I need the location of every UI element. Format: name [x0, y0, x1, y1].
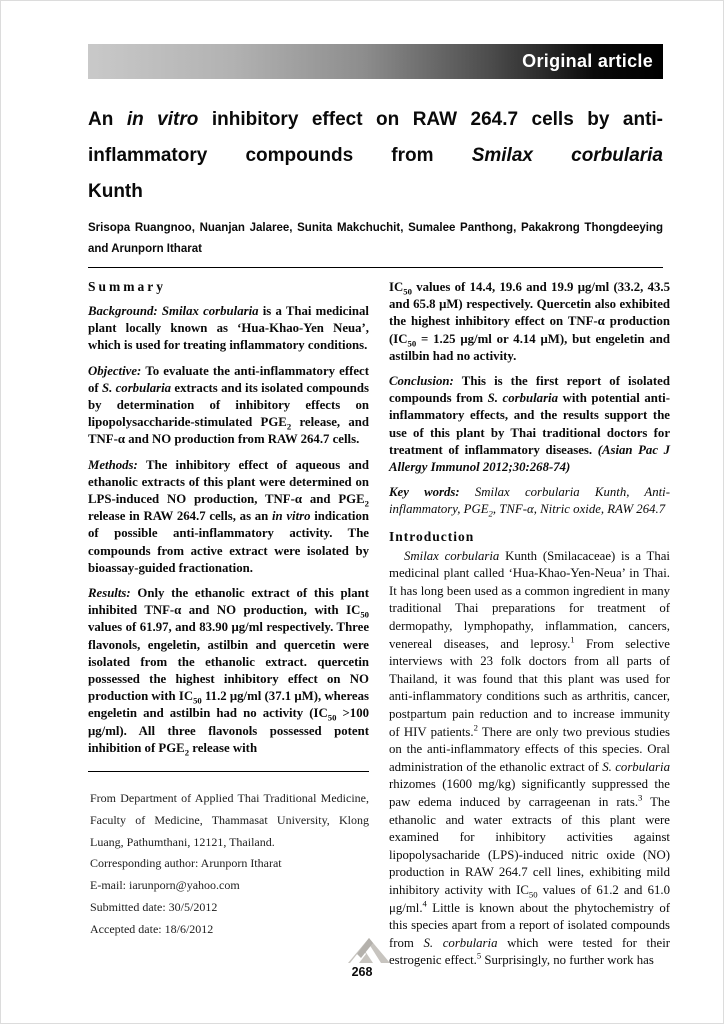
- author-list: [88, 218, 663, 260]
- title-line: inflammatory compounds from Smilax corbularia: [88, 145, 663, 166]
- corresponding-author-line: Corresponding author: Arunporn Itharat: [90, 856, 282, 871]
- left-column: [88, 279, 369, 970]
- author-line: and Arunporn Itharat: [88, 243, 202, 255]
- title-line: Kunth: [88, 181, 143, 202]
- keywords: Key words: Smilax corbularia Kunth, Anti-inflammatory, $PGE_2$, TNF-α, Nitric oxide, RAW 264.7: [389, 485, 670, 519]
- introduction-paragraph: Smilax corbularia Kunth (Smilacaceae) is a Thai medicinal plant called ‘Hua-Khao-Yen-Neua’ in Thai. It has long been used as a common ingredient in many traditional Thai preparations for treatment of dermopathy, lymphopathy, inflammation, cancers, venereal diseases, and leprosy.$^1$ From selective interviews with 23 folk doctors from all parts of Thailand, it was found that this plant was used for anti-inflammatory conditions such as arthritis, cancer, postpartum pain reduction and to increase immunity of HIV patients.$^2$ There are only two previous studies on the anti-inflammatory effects of this species. Oral administration of the ethanolic extract of S. corbularia rhizomes (1600 mg/kg) significantly suppressed the paw edema induced by carrageenan in rats.$^3$ The ethanolic and water extracts of this plant were examined for inhibitory activities against lipopolysacharide (LPS)-induced nitric oxide (NO) production in RAW 264.7 cell lines, exhibiting mild inhibitory activity with $IC_{50}$ values of 61.2 and 61.0 μg/ml.$^4$ Little is known about the phytochemistry of this species apart from a report of isolated compounds from S. corbularia which were tested for their estrogenic effect.$^5$ Surprisingly, no further work has: [389, 548, 671, 968]
- footnote-block: [88, 771, 369, 941]
- right-column: [389, 279, 670, 970]
- journal-triangle-logo-icon: [348, 938, 390, 963]
- abstract-objective: Objective: To evaluate the anti-inflammatory effect of S. corbularia extracts and its isolated compounds by determination of inhibitory effects on lipopolysaccharide-stimulated $PGE_2$ release, and TNF-α and NO production from RAW 264.7 cells.: [88, 363, 370, 447]
- affiliation-text: From Department of Applied Thai Traditional Medicine, Faculty of Medicine, Thammasat University, Klong Luang, Pathumthani, 12121, Thailand.: [90, 791, 369, 849]
- abstract-background: Background: Smilax corbularia is a Thai medicinal plant locally known as ‘Hua-Khao-Yen Neua’, which is used for treating inflammatory conditions.: [88, 304, 369, 353]
- abstract-results-continued: $IC_{50}$ values of 14.4, 19.6 and 19.9 μg/ml (33.2, 43.5 and 65.8 μM) respectively. Quercetin also exhibited the highest inhibitory effect on TNF-α production ($IC_{50} = 1.25$ μg/ml or 4.14 μM), but engeletin and astilbin had no activity.: [389, 280, 670, 363]
- email-line: E-mail: iarunporn@yahoo.com: [90, 878, 240, 893]
- abstract-results: Results: Only the ethanolic extract of this plant inhibited TNF-α and NO production, with $IC_{50}$ values of 61.97, and 83.90 μg/ml respectively. Three flavonols, engeletin, astilbin and quercetin were isolated from the ethanolic extract. quercetin possessed the highest inhibitory effect on NO production with $IC_{50}$ 11.2 μg/ml (37.1 μM), whereas engeletin and astilbin had no activity ($IC_{50} >100$ μg/ml). All three flavonols possessed potent inhibition of $PGE_2$ release with: [88, 586, 369, 758]
- introduction-heading: Introduction: [389, 528, 475, 544]
- author-line: Srisopa Ruangnoo, Nuanjan Jalaree, Sunita Makchuchit, Sumalee Panthong, Pakakrong Thongdeeying: [88, 222, 663, 234]
- header-divider: [88, 267, 663, 268]
- article-title: [88, 102, 663, 210]
- submitted-date-line: Submitted date: 30/5/2012: [90, 900, 218, 915]
- summary-heading: Summary: [88, 279, 166, 294]
- title-line: An in vitro inhibitory effect on RAW 264.7 cells by anti-: [88, 109, 664, 130]
- two-column-body: [88, 279, 671, 970]
- page-footer: [1, 938, 723, 979]
- article-type-banner: [88, 44, 663, 79]
- abstract-conclusion: Conclusion: This is the first report of isolated compounds from S. corbularia with potential anti-inflammatory effects, and the results support the use of this plant by Thai traditional doctors for treatment of inflammatory diseases. (Asian Pac J Allergy Immunol 2012;30:268-74): [389, 374, 670, 475]
- article-type-label: Original article: [522, 51, 653, 71]
- accepted-date-line: Accepted date: 18/6/2012: [90, 921, 214, 936]
- page-number: 268: [351, 965, 373, 979]
- abstract-methods: Methods: The inhibitory effect of aqueous and ethanolic extracts of this plant were determined on LPS-induced NO production, TNF-α and $PGE_2$ release in RAW 264.7 cells, as an in vitro indication of possible anti-inflammatory activity. The compounds from active extract were isolated by bioassay-guided fractionation.: [88, 457, 370, 575]
